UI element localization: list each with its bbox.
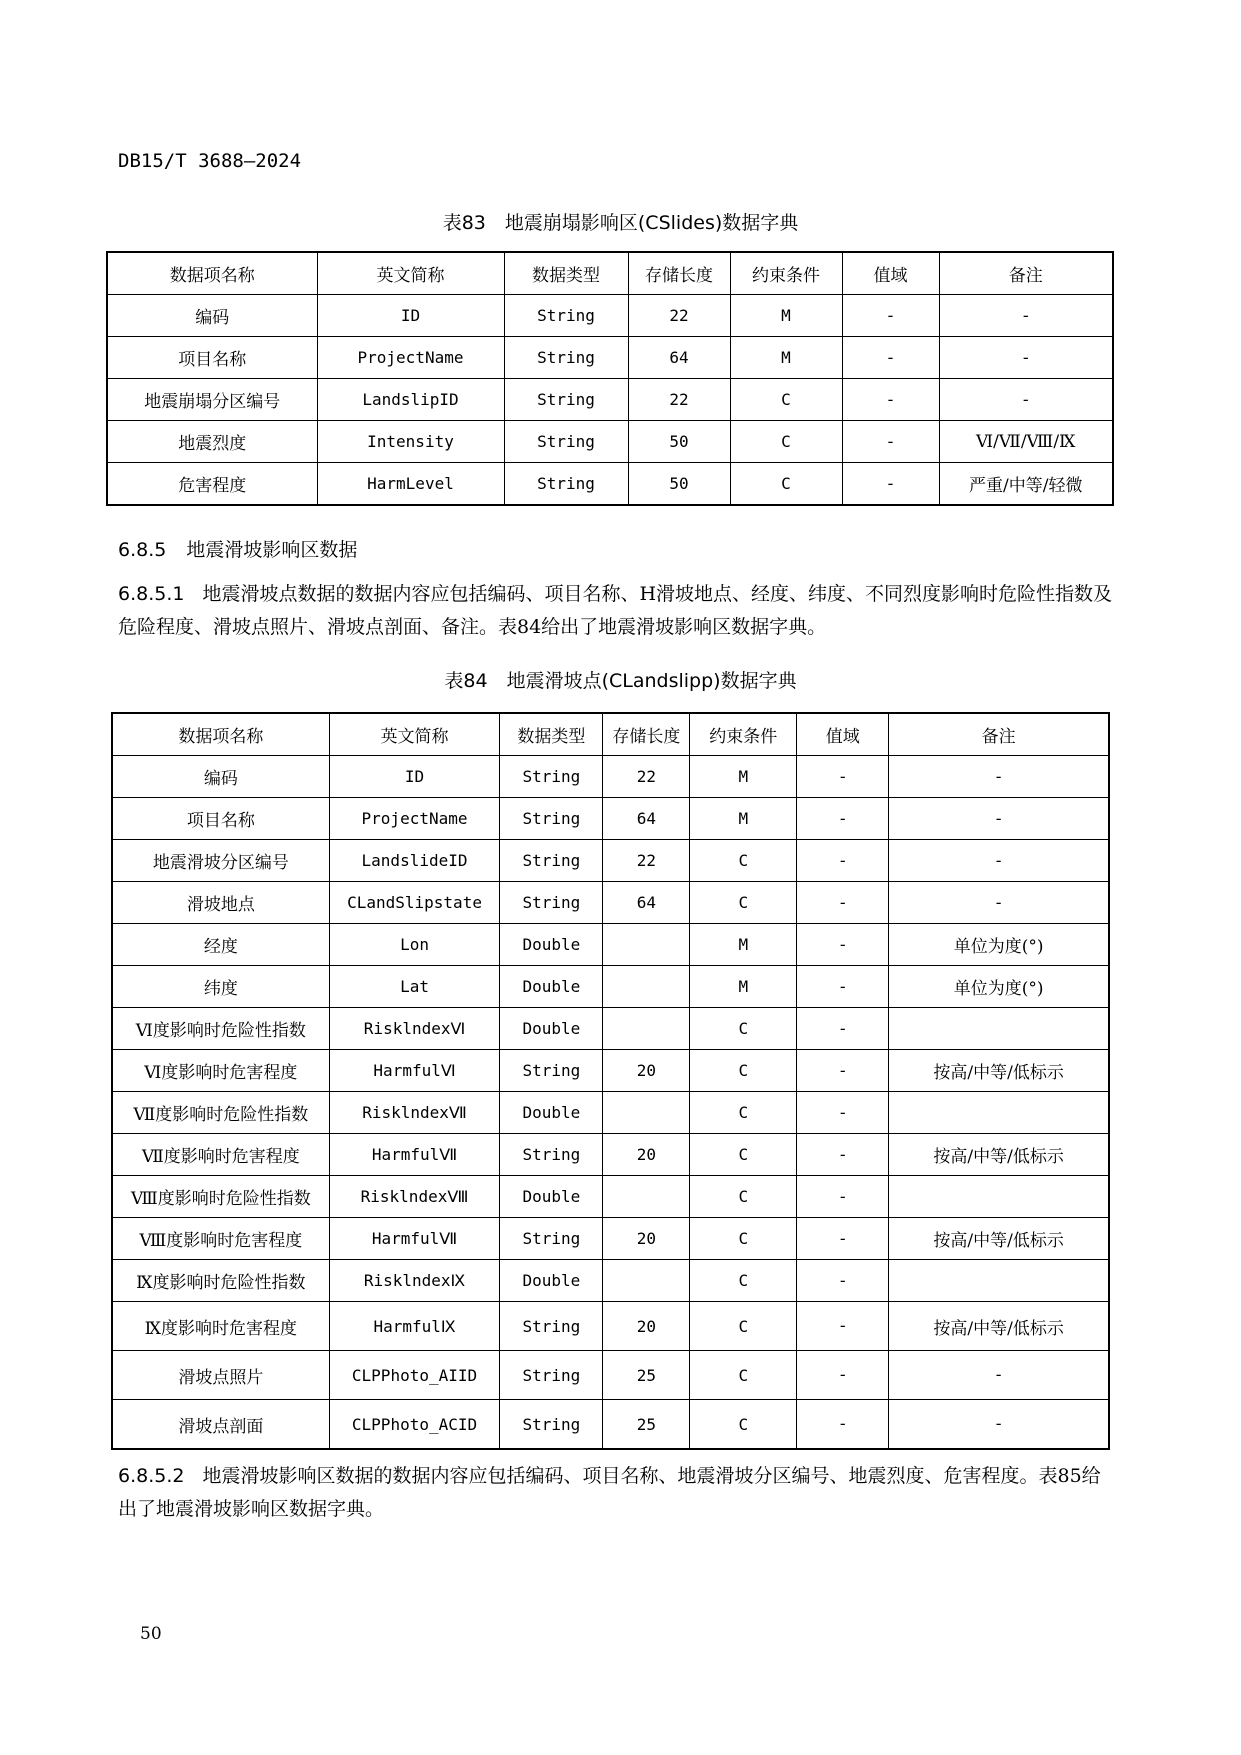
table-cell: - (797, 882, 889, 924)
table-cell: - (889, 882, 1109, 924)
table-cell: Lon (329, 924, 500, 966)
table-cell: M (690, 924, 797, 966)
table-cell: CLPPhoto_AIID (329, 1351, 500, 1400)
table-cell: 按高/中等/低标示 (889, 1134, 1109, 1176)
header-cell: 备注 (939, 252, 1113, 295)
table-cell: RisklndexⅨ (329, 1260, 500, 1302)
table-cell: String (504, 421, 628, 463)
table-cell: 编码 (107, 295, 317, 337)
table-cell: 22 (628, 295, 730, 337)
table-cell: 20 (603, 1134, 690, 1176)
table-cell: Ⅸ度影响时危害程度 (112, 1302, 329, 1351)
table-cell: - (797, 840, 889, 882)
table-cell: ID (329, 756, 500, 798)
header-cell: 约束条件 (730, 252, 842, 295)
table-header-row (112, 713, 1109, 756)
table-cell: 25 (603, 1351, 690, 1400)
table-cell: C (690, 1050, 797, 1092)
table-cell: - (889, 756, 1109, 798)
table-cell (603, 1092, 690, 1134)
table-cell: 危害程度 (107, 463, 317, 506)
table-cell: String (500, 882, 603, 924)
table-cell: C (690, 1260, 797, 1302)
table-cell: 项目名称 (107, 337, 317, 379)
header-cell: 存储长度 (628, 252, 730, 295)
table-cell: 滑坡地点 (112, 882, 329, 924)
table-row (112, 1008, 1109, 1050)
table-cell: C (690, 1400, 797, 1450)
table-cell: HarmfulⅨ (329, 1302, 500, 1351)
clause-number: 6.8.5.2 (118, 1465, 185, 1487)
table-cell: - (797, 1400, 889, 1450)
table-cell: - (797, 1176, 889, 1218)
header-cell: 值域 (797, 713, 889, 756)
table-cell: C (690, 1134, 797, 1176)
table-cell (603, 1260, 690, 1302)
table-cell: C (690, 882, 797, 924)
table-cell: String (504, 379, 628, 421)
table-cell: 严重/中等/轻微 (939, 463, 1113, 506)
table-cell: Ⅵ度影响时危害程度 (112, 1050, 329, 1092)
table-row (112, 882, 1109, 924)
table-header-row (107, 252, 1113, 295)
table-cell: - (889, 1400, 1109, 1450)
table-row (112, 1050, 1109, 1092)
header-cell: 数据项名称 (107, 252, 317, 295)
table-cell: Ⅸ度影响时危险性指数 (112, 1260, 329, 1302)
table-cell: 20 (603, 1302, 690, 1351)
table-cell (889, 1260, 1109, 1302)
table-cell: 地震崩塌分区编号 (107, 379, 317, 421)
table-cell: 22 (628, 379, 730, 421)
header-cell: 值域 (842, 252, 939, 295)
table-cell: - (939, 295, 1113, 337)
table-cell: M (730, 337, 842, 379)
table-row (112, 1351, 1109, 1400)
table-row (112, 1400, 1109, 1450)
table-cell: - (797, 756, 889, 798)
table-cell: ProjectName (317, 337, 504, 379)
header-cell: 英文简称 (329, 713, 500, 756)
table-cell: - (797, 1351, 889, 1400)
table-cell: M (690, 966, 797, 1008)
table-row (112, 1260, 1109, 1302)
table-row (112, 1302, 1109, 1351)
table-cell (603, 1176, 690, 1218)
table-row (112, 1176, 1109, 1218)
table-cell: 64 (628, 337, 730, 379)
section-number: 6.8.5 (118, 539, 167, 561)
table-cell: 按高/中等/低标示 (889, 1302, 1109, 1351)
table-cell: - (797, 1218, 889, 1260)
table-cell: - (797, 1008, 889, 1050)
table-cell: C (730, 463, 842, 506)
table-cell: Double (500, 966, 603, 1008)
table-cell: String (500, 1351, 603, 1400)
table-cell: - (797, 1050, 889, 1092)
table-cell: 纬度 (112, 966, 329, 1008)
document-id: DB15/T 3688—2024 (118, 150, 302, 172)
table-cell: Double (500, 1092, 603, 1134)
table-cell: Intensity (317, 421, 504, 463)
table-cell: 20 (603, 1218, 690, 1260)
table83-caption: 表83 地震崩塌影响区(CSlides)数据字典 (442, 212, 799, 234)
table-cell: 项目名称 (112, 798, 329, 840)
table-cell (603, 966, 690, 1008)
table-cell: - (939, 379, 1113, 421)
table-cell: String (504, 463, 628, 506)
table-cell: 按高/中等/低标示 (889, 1050, 1109, 1092)
header-cell: 约束条件 (690, 713, 797, 756)
header-cell: 存储长度 (603, 713, 690, 756)
table-cell: 22 (603, 840, 690, 882)
table-cell: - (797, 798, 889, 840)
table-cell: 50 (628, 421, 730, 463)
header-cell: 数据类型 (504, 252, 628, 295)
table-cell: String (500, 798, 603, 840)
table-cell: ID (317, 295, 504, 337)
table-cell: - (842, 379, 939, 421)
table-cell: 编码 (112, 756, 329, 798)
table-cell: 22 (603, 756, 690, 798)
table-cell: HarmfulⅦ (329, 1134, 500, 1176)
table-cell: M (690, 798, 797, 840)
table-row (112, 798, 1109, 840)
table-cell: String (500, 1400, 603, 1450)
table-cell: - (889, 840, 1109, 882)
table-cell: String (504, 295, 628, 337)
page-number: 50 (140, 1624, 162, 1644)
table-cell: C (690, 1008, 797, 1050)
table-cell: 20 (603, 1050, 690, 1092)
table-cell: Double (500, 1176, 603, 1218)
clause-text: 地震滑坡点数据的数据内容应包括编码、项目名称、H滑坡地点、经度、纬度、不同烈度影响时危险性指数及危险程度、滑坡点照片、滑坡点剖面、备注。表84给出了地震滑坡影响区数据字典。 (118, 583, 1113, 638)
table-cell: 单位为度(°) (889, 924, 1109, 966)
table-cell: - (842, 463, 939, 506)
table-row (112, 966, 1109, 1008)
table-cell (603, 924, 690, 966)
table-cell: RisklndexⅥ (329, 1008, 500, 1050)
table-row (107, 295, 1113, 337)
table-cell: ProjectName (329, 798, 500, 840)
table-row (107, 421, 1113, 463)
table-cell: String (500, 1050, 603, 1092)
table-cell: String (504, 337, 628, 379)
table-cell: - (939, 337, 1113, 379)
table-cell: C (690, 1302, 797, 1351)
table-cell: String (500, 1134, 603, 1176)
table-cell: - (842, 295, 939, 337)
table-cell: - (797, 924, 889, 966)
table-cell: C (690, 1218, 797, 1260)
table-cell: String (500, 840, 603, 882)
table-cell: CLPPhoto_ACID (329, 1400, 500, 1450)
table-cell: 按高/中等/低标示 (889, 1218, 1109, 1260)
clause-number: 6.8.5.1 (118, 583, 185, 605)
table-cell: String (500, 1302, 603, 1351)
table-cell: Ⅷ度影响时危险性指数 (112, 1176, 329, 1218)
table-row (112, 1134, 1109, 1176)
table-cell: 滑坡点剖面 (112, 1400, 329, 1450)
table-row (107, 463, 1113, 506)
table-cell: Ⅶ度影响时危险性指数 (112, 1092, 329, 1134)
table-cell: - (797, 1302, 889, 1351)
table-cell: 25 (603, 1400, 690, 1450)
table-cell: M (690, 756, 797, 798)
table-cell (889, 1092, 1109, 1134)
section-title: 地震滑坡影响区数据 (186, 539, 358, 561)
table-cell: 单位为度(°) (889, 966, 1109, 1008)
table84-caption: 表84 地震滑坡点(CLandslipp)数据字典 (444, 670, 797, 692)
table-cell: - (797, 1260, 889, 1302)
table-cell: M (730, 295, 842, 337)
table-cell: - (842, 421, 939, 463)
table-cell: 地震烈度 (107, 421, 317, 463)
table83 (106, 251, 1114, 506)
table-cell: LandslipID (317, 379, 504, 421)
table-cell: C (690, 1092, 797, 1134)
table-cell: 64 (603, 798, 690, 840)
table-cell: 经度 (112, 924, 329, 966)
table-row (107, 337, 1113, 379)
table-cell: C (690, 1351, 797, 1400)
table-row (112, 924, 1109, 966)
header-cell: 备注 (889, 713, 1109, 756)
table-cell: - (889, 798, 1109, 840)
table-cell: - (842, 337, 939, 379)
table-cell (603, 1008, 690, 1050)
table-cell: C (730, 379, 842, 421)
table-row (112, 1092, 1109, 1134)
table-cell: Double (500, 1008, 603, 1050)
table-row (107, 379, 1113, 421)
table-cell: - (797, 1134, 889, 1176)
header-cell: 数据项名称 (112, 713, 329, 756)
table-cell: RisklndexⅧ (329, 1176, 500, 1218)
table-cell: 50 (628, 463, 730, 506)
clause-text: 地震滑坡影响区数据的数据内容应包括编码、项目名称、地震滑坡分区编号、地震烈度、危害程度。表85给出了地震滑坡影响区数据字典。 (118, 1465, 1101, 1520)
table-cell: C (690, 840, 797, 882)
table-cell: LandslideID (329, 840, 500, 882)
table-cell: Ⅷ度影响时危害程度 (112, 1218, 329, 1260)
table-cell: 64 (603, 882, 690, 924)
table-cell: HarmfulⅥ (329, 1050, 500, 1092)
section-heading (118, 535, 357, 562)
table-cell: HarmfulⅦ (329, 1218, 500, 1260)
paragraph-6852 (118, 1460, 1118, 1526)
table-cell: Double (500, 924, 603, 966)
paragraph-6851 (118, 578, 1118, 644)
table-row (112, 840, 1109, 882)
table-cell: Ⅵ度影响时危险性指数 (112, 1008, 329, 1050)
table-row (112, 1218, 1109, 1260)
table84 (111, 712, 1110, 1450)
table-cell: String (500, 756, 603, 798)
header-cell: 数据类型 (500, 713, 603, 756)
table-cell: Ⅶ度影响时危害程度 (112, 1134, 329, 1176)
table-cell: C (690, 1176, 797, 1218)
table-cell: Lat (329, 966, 500, 1008)
table-cell: C (730, 421, 842, 463)
table-cell: Double (500, 1260, 603, 1302)
table-cell: 滑坡点照片 (112, 1351, 329, 1400)
table-cell: - (889, 1351, 1109, 1400)
table-row (112, 756, 1109, 798)
table-cell: 地震滑坡分区编号 (112, 840, 329, 882)
table-cell: HarmLevel (317, 463, 504, 506)
table-cell (889, 1008, 1109, 1050)
table-cell: - (797, 1092, 889, 1134)
table-cell: RisklndexⅦ (329, 1092, 500, 1134)
table-cell: String (500, 1218, 603, 1260)
header-cell: 英文简称 (317, 252, 504, 295)
table-cell: CLandSlipstate (329, 882, 500, 924)
table-cell: - (797, 966, 889, 1008)
table-cell (889, 1176, 1109, 1218)
table-cell: Ⅵ/Ⅶ/Ⅷ/Ⅸ (939, 421, 1113, 463)
